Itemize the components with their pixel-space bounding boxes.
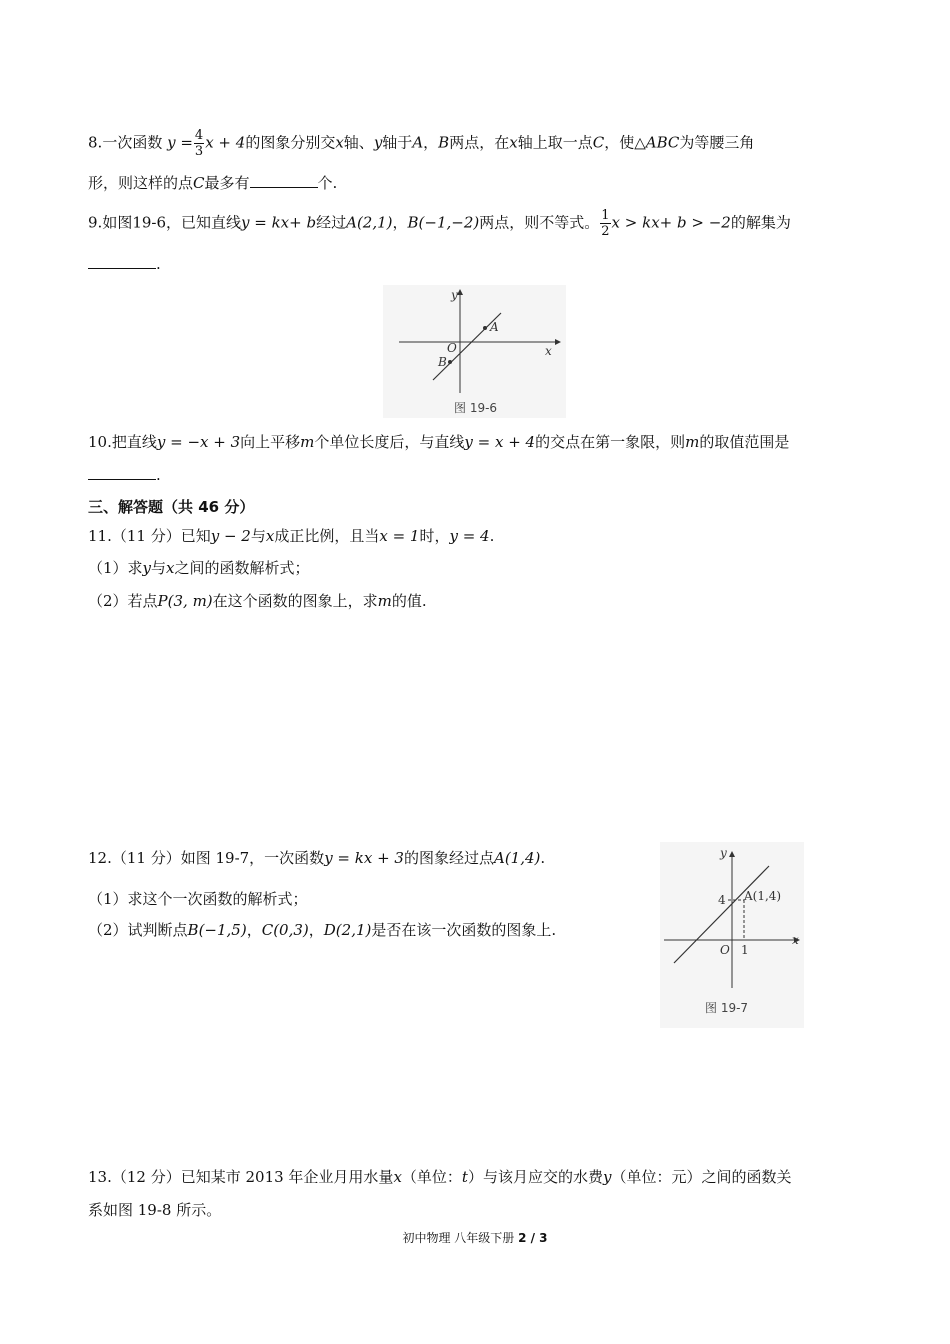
- figure-19-6: [383, 285, 566, 418]
- q9-line2: .: [88, 254, 161, 273]
- q11-part2: （2）若点P(3, m)在这个函数的图象上，求m的值.: [88, 592, 427, 610]
- q10-line1: 10.把直线y = −x + 3向上平移m个单位长度后，与直线y = x + 4的交点在第一象限，则m的取值范围是: [88, 433, 790, 451]
- fraction-1-2: $\frac{1}{2}$: [601, 208, 610, 239]
- x-axis-label: x: [792, 933, 799, 947]
- x-tick-1: 1: [741, 943, 749, 957]
- figure-19-7: [660, 842, 804, 1028]
- origin-label: O: [447, 341, 457, 355]
- q13-line1: 13.（12 分）已知某市 2013 年企业月用水量x（单位：t）与该月应交的水费y（单位：元）之间的函数关: [88, 1168, 792, 1186]
- y-axis-label: y: [720, 846, 727, 860]
- figure-caption: 图 19-6: [454, 401, 498, 415]
- x-axis-label: x: [545, 344, 552, 358]
- page-footer: [0, 1229, 950, 1246]
- origin-label: O: [720, 943, 730, 957]
- answer-blank[interactable]: [88, 254, 156, 269]
- q8-line1: 8.一次函数 y = $\frac{4}{3}$ x + 4的图象分别交x轴、y轴于A，B两点，在x轴上取一点C，使△ABC为等腰三角: [88, 128, 755, 159]
- q11-line1: 11.（11 分）已知y − 2与x成正比例，且当x = 1时，y = 4.: [88, 527, 495, 545]
- point-a-label: A: [490, 320, 499, 334]
- q12-part1: （1）求这个一次函数的解析式；: [88, 890, 308, 908]
- q11-part1: （1）求y与x之间的函数解析式；: [88, 559, 310, 577]
- y-axis-label: y: [451, 288, 458, 302]
- answer-blank[interactable]: [88, 465, 156, 480]
- footer-text: 初中物理 八年级下册: [402, 1231, 519, 1245]
- q12-part2: （2）试判断点B(−1,5)，C(0,3)，D(2,1)是否在该一次函数的图象上.: [88, 921, 557, 939]
- section-heading: 三、解答题（共 46 分）: [88, 498, 255, 516]
- q8-line2: 形，则这样的点C最多有 个.: [88, 174, 338, 192]
- point-a-label: A(1,4): [744, 889, 782, 903]
- answer-blank[interactable]: [250, 173, 318, 188]
- q9-line1: 9.如图19-6，已知直线y = kx+ b经过A(2,1)，B(−1,−2)两点，则不等式。 $\frac{1}{2}$ x > kx+ b > −2的解集为: [88, 208, 791, 239]
- figure-caption: 图 19-7: [705, 1001, 749, 1015]
- fraction-4-3: $\frac{4}{3}$: [194, 128, 204, 159]
- q12-line1: 12.（11 分）如图 19-7，一次函数y = kx + 3的图象经过点A(1,4).: [88, 849, 546, 867]
- point-b-label: B: [438, 355, 447, 369]
- q10-line2: .: [88, 465, 161, 484]
- q13-line2: 系如图 19-8 所示。: [88, 1201, 222, 1219]
- page-number: 2 / 3: [518, 1231, 548, 1245]
- y-tick-4: 4: [718, 893, 726, 907]
